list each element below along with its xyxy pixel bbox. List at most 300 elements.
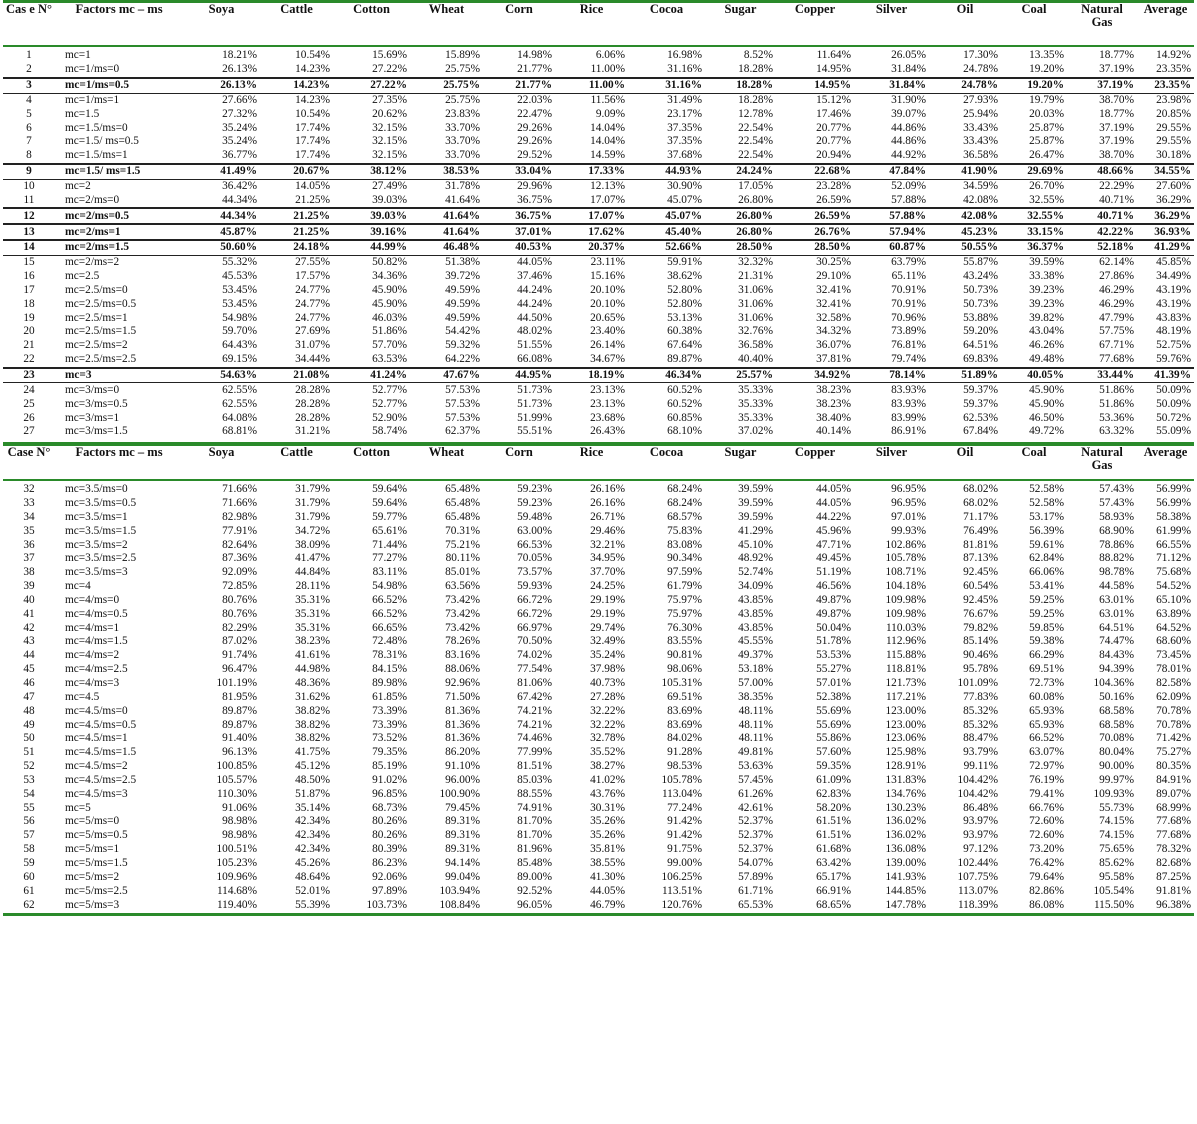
value-cell: 50.04% — [816, 621, 851, 634]
value-cell: 82.86% — [1029, 884, 1064, 897]
value-cell: 48.36% — [295, 677, 330, 690]
value-cell: 17.74% — [295, 121, 330, 134]
value-cell: 90.81% — [667, 649, 702, 662]
value-cell: 94.14% — [445, 856, 480, 869]
value-cell: 104.36% — [1093, 677, 1134, 690]
value-cell: 29.96% — [517, 180, 552, 193]
value-cell: 31.07% — [295, 339, 330, 352]
value-cell: 38.62% — [667, 270, 702, 283]
value-cell: 71.42% — [1156, 732, 1191, 745]
value-cell: 32.22% — [590, 704, 625, 717]
value-cell: 75.65% — [1099, 843, 1134, 856]
value-cell: 20.94% — [816, 149, 851, 162]
value-cell: 38.70% — [1099, 93, 1134, 106]
case-number: 10 — [23, 180, 35, 193]
value-cell: 26.43% — [590, 425, 625, 438]
value-cell: 57.43% — [1099, 497, 1134, 510]
value-cell: 59.93% — [517, 580, 552, 593]
value-cell: 46.56% — [816, 580, 851, 593]
value-cell: 28.50% — [705, 240, 776, 255]
value-cell: 41.02% — [590, 773, 625, 786]
factor-cell: mc=2/ms=1 — [55, 224, 183, 240]
column-header: Factors mc – ms — [75, 3, 163, 16]
value-cell: 123.00% — [885, 704, 926, 717]
value-cell: 28.11% — [295, 580, 330, 593]
value-cell: 38.70% — [1099, 149, 1134, 162]
value-cell: 20.85% — [1156, 107, 1191, 120]
value-cell: 39.59% — [738, 483, 773, 496]
factor-cell: mc=3.5/ms=3 — [65, 566, 128, 579]
column-header: Soya — [208, 3, 235, 16]
value-cell: 62.37% — [445, 425, 480, 438]
value-cell: 22.54% — [738, 121, 773, 134]
value-cell: 25.94% — [963, 107, 998, 120]
value-cell: 44.92% — [891, 149, 926, 162]
value-cell: 14.59% — [590, 149, 625, 162]
value-cell: 109.98% — [885, 607, 926, 620]
value-cell: 91.10% — [445, 760, 480, 773]
value-cell: 77.99% — [517, 746, 552, 759]
value-cell: 59.35% — [816, 760, 851, 773]
value-cell: 32.58% — [816, 311, 851, 324]
value-cell: 11.64% — [816, 49, 851, 62]
column-header: Cocoa — [649, 3, 684, 16]
value-cell: 48.92% — [738, 552, 773, 565]
value-cell: 59.25% — [1029, 607, 1064, 620]
value-cell: 103.94% — [439, 884, 480, 897]
value-cell: 42.34% — [295, 843, 330, 856]
value-cell: 15.12% — [816, 93, 851, 106]
value-cell: 56.39% — [1029, 524, 1064, 537]
value-cell: 42.34% — [295, 829, 330, 842]
value-cell: 25.57% — [705, 368, 776, 383]
value-cell: 71.12% — [1156, 552, 1191, 565]
value-cell: 38.23% — [816, 383, 851, 396]
value-cell: 104.42% — [957, 787, 998, 800]
value-cell: 18.77% — [1099, 107, 1134, 120]
value-cell: 27.32% — [222, 107, 257, 120]
case-number: 59 — [23, 856, 35, 869]
value-cell: 48.66% — [1067, 164, 1137, 179]
value-cell: 91.06% — [222, 801, 257, 814]
value-cell: 88.82% — [1099, 552, 1134, 565]
value-cell: 90.00% — [1099, 760, 1134, 773]
value-cell: 39.72% — [445, 270, 480, 283]
value-cell: 45.90% — [1029, 383, 1064, 396]
value-cell: 53.36% — [1099, 411, 1134, 424]
value-cell: 57.60% — [816, 746, 851, 759]
value-cell: 68.81% — [222, 425, 257, 438]
value-cell: 71.17% — [963, 510, 998, 523]
table-row — [3, 690, 1194, 704]
value-cell: 80.76% — [222, 607, 257, 620]
value-cell: 44.86% — [891, 121, 926, 134]
table-row — [3, 497, 1194, 511]
value-cell: 74.21% — [517, 704, 552, 717]
value-cell: 46.29% — [1099, 283, 1134, 296]
value-cell: 25.87% — [1029, 135, 1064, 148]
value-cell: 52.37% — [738, 829, 773, 842]
value-cell: 52.80% — [667, 283, 702, 296]
value-cell: 57.88% — [854, 208, 929, 224]
factor-cell: mc=4.5/ms=2.5 — [65, 773, 137, 786]
value-cell: 115.50% — [1093, 898, 1134, 911]
factor-cell: mc=2.5/ms=0.5 — [65, 297, 137, 310]
value-cell: 32.55% — [1029, 193, 1064, 206]
table-row — [3, 801, 1194, 815]
value-cell: 34.44% — [295, 353, 330, 366]
table-row — [3, 774, 1194, 788]
value-cell: 31.21% — [295, 425, 330, 438]
value-cell: 25.75% — [445, 93, 480, 106]
case-number: 22 — [23, 353, 35, 366]
value-cell: 61.71% — [738, 884, 773, 897]
factor-cell: mc=3 — [55, 368, 183, 383]
value-cell: 43.85% — [738, 621, 773, 634]
value-cell: 63.42% — [816, 856, 851, 869]
value-cell: 71.66% — [222, 483, 257, 496]
value-cell: 73.39% — [372, 718, 407, 731]
value-cell: 60.08% — [1029, 690, 1064, 703]
value-cell: 39.59% — [1029, 256, 1064, 269]
value-cell: 36.58% — [738, 339, 773, 352]
column-header: Cotton — [353, 3, 390, 16]
value-cell: 98.98% — [222, 815, 257, 828]
value-cell: 118.39% — [957, 898, 998, 911]
case-number: 40 — [23, 593, 35, 606]
value-cell: 45.96% — [816, 524, 851, 537]
value-cell: 75.27% — [1156, 746, 1191, 759]
value-cell: 136.08% — [885, 843, 926, 856]
case-number: 2 — [26, 63, 32, 76]
value-cell: 54.42% — [445, 325, 480, 338]
column-header: Copper — [794, 3, 836, 16]
value-cell: 36.29% — [1156, 193, 1191, 206]
value-cell: 68.57% — [667, 510, 702, 523]
column-header: Rice — [579, 445, 604, 459]
value-cell: 17.33% — [555, 164, 628, 179]
value-cell: 26.59% — [776, 208, 854, 224]
value-cell: 40.73% — [590, 677, 625, 690]
value-cell: 65.48% — [445, 483, 480, 496]
value-cell: 34.36% — [372, 270, 407, 283]
value-cell: 99.97% — [1099, 773, 1134, 786]
value-cell: 75.97% — [667, 607, 702, 620]
value-cell: 14.23% — [295, 63, 330, 76]
value-cell: 70.78% — [1156, 718, 1191, 731]
value-cell: 23.35% — [1156, 63, 1191, 76]
value-cell: 86.20% — [445, 746, 480, 759]
value-cell: 70.78% — [1156, 704, 1191, 717]
value-cell: 114.68% — [216, 884, 257, 897]
value-cell: 26.71% — [590, 510, 625, 523]
value-cell: 128.91% — [885, 760, 926, 773]
value-cell: 37.46% — [517, 270, 552, 283]
value-cell: 73.42% — [445, 621, 480, 634]
value-cell: 80.11% — [445, 552, 480, 565]
value-cell: 68.58% — [1099, 704, 1134, 717]
value-cell: 70.91% — [891, 283, 926, 296]
table-row — [3, 635, 1194, 649]
value-cell: 34.72% — [295, 524, 330, 537]
value-cell: 23.11% — [590, 256, 625, 269]
value-cell: 35.14% — [295, 801, 330, 814]
value-cell: 73.42% — [445, 593, 480, 606]
table-row — [3, 368, 1194, 383]
value-cell: 84.91% — [1156, 773, 1191, 786]
case-number: 1 — [26, 49, 32, 62]
case-number: 49 — [23, 718, 35, 731]
value-cell: 49.72% — [1029, 425, 1064, 438]
value-cell: 64.43% — [222, 339, 257, 352]
value-cell: 66.55% — [1156, 538, 1191, 551]
value-cell: 37.02% — [738, 425, 773, 438]
value-cell: 68.60% — [1156, 635, 1191, 648]
value-cell: 27.93% — [963, 93, 998, 106]
value-cell: 77.68% — [1156, 829, 1191, 842]
value-cell: 44.24% — [517, 297, 552, 310]
column-header: Case N° — [7, 445, 51, 459]
column-header: Cas e N° — [6, 3, 52, 16]
factor-cell: mc=2.5/ms=2.5 — [65, 353, 137, 366]
value-cell: 77.68% — [1099, 353, 1134, 366]
value-cell: 46.48% — [410, 240, 483, 255]
value-cell: 50.16% — [1099, 690, 1134, 703]
value-cell: 42.61% — [738, 801, 773, 814]
value-cell: 29.46% — [590, 524, 625, 537]
value-cell: 91.81% — [1156, 884, 1191, 897]
value-cell: 47.71% — [816, 538, 851, 551]
value-cell: 42.08% — [929, 208, 1001, 224]
table-row — [3, 732, 1194, 746]
value-cell: 123.06% — [885, 732, 926, 745]
value-cell: 57.88% — [891, 193, 926, 206]
value-cell: 99.04% — [445, 870, 480, 883]
value-cell: 91.40% — [222, 732, 257, 745]
case-number: 21 — [23, 339, 35, 352]
value-cell: 24.18% — [260, 240, 333, 255]
value-cell: 20.03% — [1029, 107, 1064, 120]
factor-cell: mc=5/ms=2 — [65, 870, 120, 883]
value-cell: 89.00% — [517, 870, 552, 883]
value-cell: 23.40% — [590, 325, 625, 338]
value-cell: 8.52% — [743, 49, 773, 62]
table-row — [3, 164, 1194, 179]
table-row — [3, 815, 1194, 829]
value-cell: 70.31% — [445, 524, 480, 537]
case-number: 50 — [23, 732, 35, 745]
value-cell: 50.82% — [372, 256, 407, 269]
table-row — [3, 311, 1194, 325]
value-cell: 37.98% — [590, 663, 625, 676]
value-cell: 77.27% — [372, 552, 407, 565]
factor-cell: mc=4.5/ms=1 — [65, 732, 128, 745]
value-cell: 37.19% — [1099, 63, 1134, 76]
value-cell: 34.09% — [738, 580, 773, 593]
value-cell: 18.28% — [738, 93, 773, 106]
factor-cell: mc=2/ms=2 — [65, 256, 120, 269]
value-cell: 63.07% — [1029, 746, 1064, 759]
value-cell: 45.23% — [929, 224, 1001, 240]
case-number: 47 — [23, 690, 35, 703]
value-cell: 23.35% — [1137, 78, 1194, 93]
value-cell: 59.37% — [963, 397, 998, 410]
value-cell: 66.72% — [517, 607, 552, 620]
value-cell: 63.01% — [1099, 607, 1134, 620]
value-cell: 43.19% — [1156, 297, 1191, 310]
case-number: 12 — [3, 208, 55, 224]
value-cell: 23.68% — [590, 411, 625, 424]
case-number: 3 — [3, 78, 55, 93]
value-cell: 85.48% — [517, 856, 552, 869]
value-cell: 45.07% — [628, 208, 705, 224]
value-cell: 66.52% — [372, 593, 407, 606]
case-number: 37 — [23, 552, 35, 565]
factor-cell: mc=2.5/ms=2 — [65, 339, 128, 352]
value-cell: 55.51% — [517, 425, 552, 438]
value-cell: 115.88% — [885, 649, 926, 662]
value-cell: 23.28% — [816, 180, 851, 193]
case-number: 24 — [23, 383, 35, 396]
value-cell: 48.02% — [517, 325, 552, 338]
value-cell: 31.06% — [738, 283, 773, 296]
value-cell: 64.08% — [222, 411, 257, 424]
value-cell: 97.12% — [963, 843, 998, 856]
table-row — [3, 193, 1194, 208]
value-cell: 48.50% — [295, 773, 330, 786]
value-cell: 103.73% — [366, 898, 407, 911]
value-cell: 29.26% — [517, 121, 552, 134]
value-cell: 49.87% — [816, 607, 851, 620]
value-cell: 86.23% — [372, 856, 407, 869]
factor-cell: mc=1.5 — [65, 107, 100, 120]
value-cell: 59.85% — [1029, 621, 1064, 634]
value-cell: 19.79% — [1029, 93, 1064, 106]
value-cell: 68.90% — [1099, 524, 1134, 537]
value-cell: 76.49% — [963, 524, 998, 537]
value-cell: 44.50% — [517, 311, 552, 324]
value-cell: 36.42% — [222, 180, 257, 193]
value-cell: 67.84% — [963, 425, 998, 438]
value-cell: 6.06% — [595, 49, 625, 62]
value-cell: 51.89% — [929, 368, 1001, 383]
value-cell: 30.31% — [590, 801, 625, 814]
value-cell: 29.69% — [1001, 164, 1067, 179]
value-cell: 56.99% — [1156, 483, 1191, 496]
value-cell: 51.19% — [816, 566, 851, 579]
value-cell: 35.81% — [590, 843, 625, 856]
value-cell: 44.34% — [183, 208, 260, 224]
table-row — [3, 580, 1194, 594]
value-cell: 88.47% — [963, 732, 998, 745]
value-cell: 18.28% — [705, 78, 776, 93]
value-cell: 60.54% — [963, 580, 998, 593]
value-cell: 28.50% — [776, 240, 854, 255]
case-number: 42 — [23, 621, 35, 634]
value-cell: 73.52% — [372, 732, 407, 745]
value-cell: 58.74% — [372, 425, 407, 438]
value-cell: 39.07% — [891, 107, 926, 120]
value-cell: 51.86% — [372, 325, 407, 338]
value-cell: 61.79% — [667, 580, 702, 593]
value-cell: 26.59% — [816, 193, 851, 206]
table-row — [3, 339, 1194, 353]
column-header: Average — [1143, 445, 1188, 459]
value-cell: 36.77% — [222, 149, 257, 162]
value-cell: 24.25% — [590, 580, 625, 593]
value-cell: 41.75% — [295, 746, 330, 759]
value-cell: 22.54% — [738, 135, 773, 148]
value-cell: 26.13% — [222, 63, 257, 76]
value-cell: 57.53% — [445, 383, 480, 396]
value-cell: 74.91% — [517, 801, 552, 814]
value-cell: 66.53% — [517, 538, 552, 551]
column-header: Oil — [956, 3, 974, 16]
value-cell: 81.36% — [445, 718, 480, 731]
value-cell: 96.05% — [517, 898, 552, 911]
value-cell: 31.79% — [295, 483, 330, 496]
value-cell: 51.87% — [295, 787, 330, 800]
value-cell: 95.78% — [963, 663, 998, 676]
value-cell: 109.93% — [1093, 787, 1134, 800]
case-number: 34 — [23, 510, 35, 523]
value-cell: 58.38% — [1156, 510, 1191, 523]
value-cell: 50.73% — [963, 283, 998, 296]
value-cell: 50.60% — [183, 240, 260, 255]
value-cell: 83.93% — [891, 397, 926, 410]
factor-cell: mc=4/ms=1.5 — [65, 635, 128, 648]
value-cell: 106.25% — [661, 870, 702, 883]
value-cell: 85.19% — [372, 760, 407, 773]
value-cell: 76.67% — [963, 607, 998, 620]
value-cell: 102.44% — [957, 856, 998, 869]
value-cell: 21.77% — [517, 63, 552, 76]
value-cell: 66.91% — [816, 884, 851, 897]
value-cell: 26.05% — [891, 49, 926, 62]
value-cell: 17.05% — [738, 180, 773, 193]
value-cell: 55.87% — [963, 256, 998, 269]
value-cell: 63.79% — [891, 256, 926, 269]
value-cell: 17.30% — [963, 49, 998, 62]
value-cell: 52.66% — [628, 240, 705, 255]
value-cell: 66.76% — [1029, 801, 1064, 814]
value-cell: 21.08% — [260, 368, 333, 383]
value-cell: 43.04% — [1029, 325, 1064, 338]
value-cell: 53.45% — [222, 283, 257, 296]
column-header: Corn — [505, 445, 533, 459]
table-row — [3, 538, 1194, 552]
value-cell: 11.56% — [590, 93, 625, 106]
value-cell: 35.31% — [295, 593, 330, 606]
value-cell: 75.83% — [667, 524, 702, 537]
value-cell: 52.77% — [372, 383, 407, 396]
document-page — [3, 0, 1194, 916]
value-cell: 52.09% — [891, 180, 926, 193]
value-cell: 77.91% — [222, 524, 257, 537]
value-cell: 26.70% — [1029, 180, 1064, 193]
value-cell: 91.74% — [222, 649, 257, 662]
value-cell: 26.16% — [590, 497, 625, 510]
value-cell: 82.64% — [222, 538, 257, 551]
value-cell: 23.98% — [1156, 93, 1191, 106]
value-cell: 46.03% — [372, 311, 407, 324]
factor-cell: mc=5/ms=0.5 — [65, 829, 128, 842]
value-cell: 51.78% — [816, 635, 851, 648]
value-cell: 139.00% — [885, 856, 926, 869]
value-cell: 81.95% — [222, 690, 257, 703]
value-cell: 59.25% — [1029, 593, 1064, 606]
value-cell: 23.13% — [590, 383, 625, 396]
